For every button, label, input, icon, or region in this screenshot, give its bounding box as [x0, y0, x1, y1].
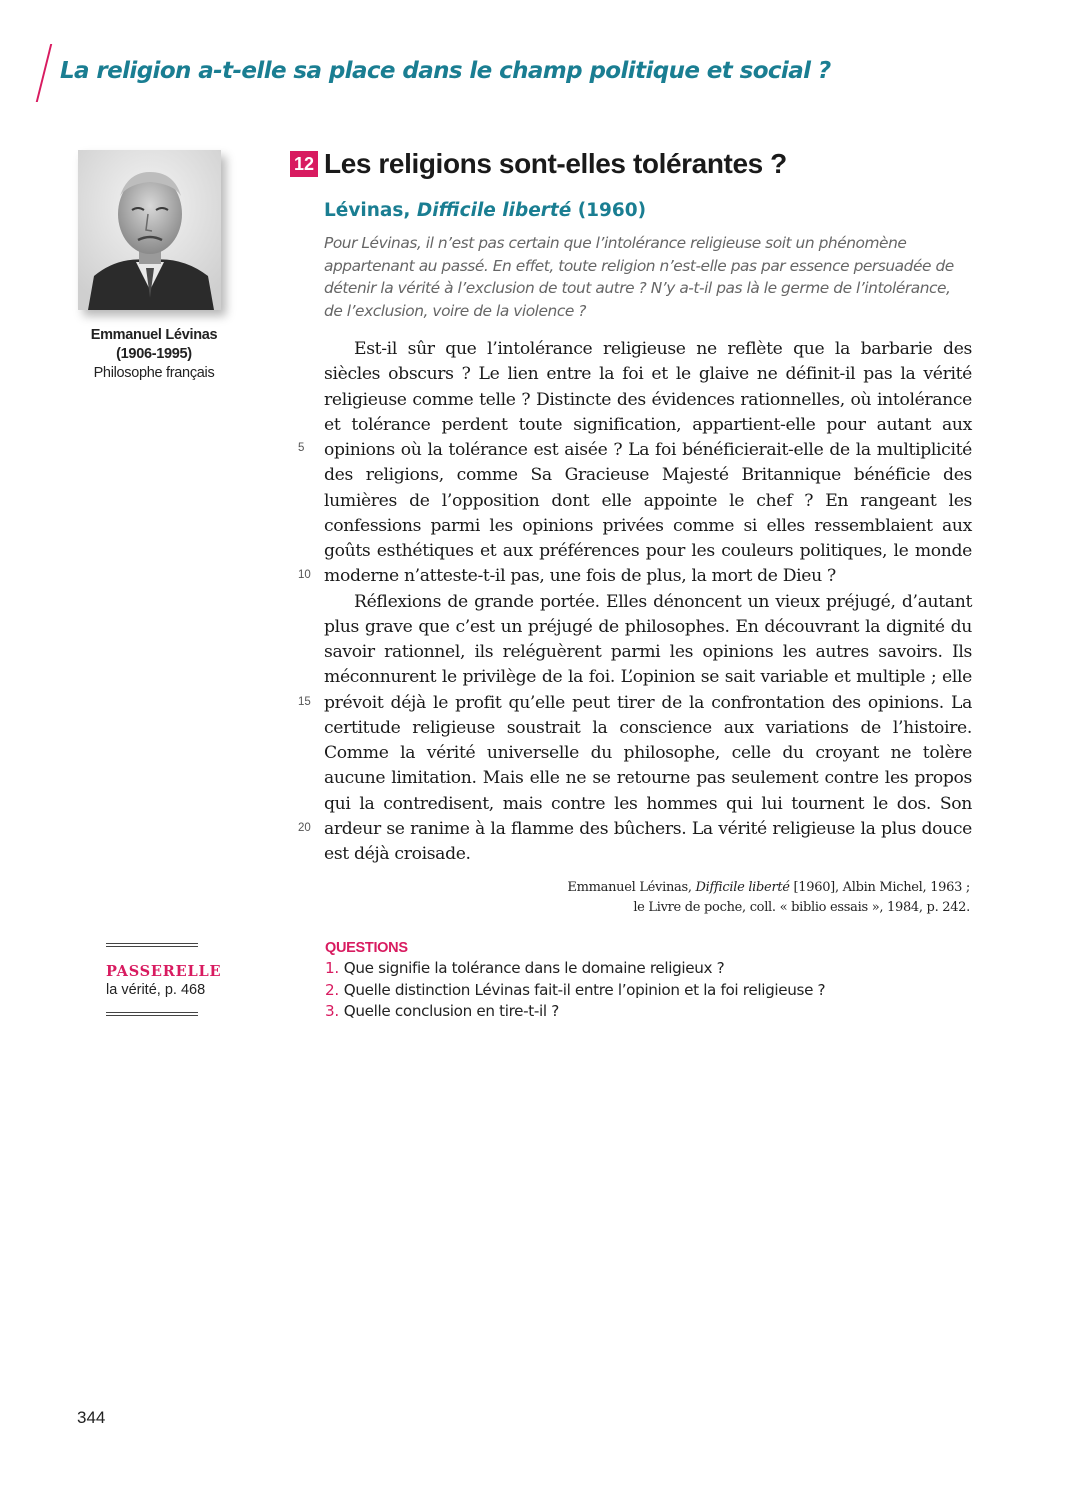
- document-number-badge: 12: [290, 151, 318, 177]
- source-reprint: le Livre de poche, coll. « biblio essais », 1984, p. 242.: [633, 900, 970, 915]
- document-header: [290, 148, 787, 180]
- author-name: Lévinas,: [324, 200, 411, 221]
- line-number: 10: [298, 569, 311, 581]
- question-number: 1.: [325, 959, 339, 977]
- portrait-caption: [60, 326, 248, 383]
- page-number: 344: [77, 1408, 106, 1427]
- document-title: Les religions sont-elles tolérantes ?: [324, 148, 787, 179]
- question-number: 3.: [325, 1002, 339, 1020]
- source-author: Emmanuel Lévinas,: [567, 880, 692, 895]
- line-number: 15: [298, 696, 311, 708]
- portrait-dates: (1906-1995): [116, 346, 192, 362]
- passerelle-label: PASSERELLE: [106, 963, 222, 980]
- passerelle-box: [106, 943, 222, 1016]
- passerelle-top-rule: [106, 943, 198, 947]
- chapter-slash-mark: [36, 44, 52, 102]
- questions-section: [325, 940, 825, 1023]
- question-number: 2.: [325, 980, 339, 999]
- line-number: 20: [298, 822, 311, 834]
- document-author-line: [324, 200, 646, 221]
- question-item: [325, 980, 825, 1002]
- body-paragraph: Est-il sûr que l’intolérance religieuse ne reflète que la barbarie des siècles obscurs ? Le lien entre la foi et le glaive ne définit-il pas la vérité religieuse comme telle ? Distincte des évidences rationnelles, où intolérance et tolérance perdent toute signification, appartient-elle pour autant aux opinions où la tolérance est aisée ? La foi bénéficierait-elle de la multiplicité des religions, comme Sa Gracieuse Majesté Britannique bénéficie des lumières de l’opposition dont elle appointe le chef ? En rangeant les confessions parmi les opinions privées comme si elles ressemblaient aux goûts esthétiques et aux préférences pour les couleurs politiques, le monde moderne n’atteste-t-il pas, une fois de plus, la mort de Dieu ?: [324, 339, 972, 587]
- source-citation: [330, 878, 970, 918]
- body-paragraph: Réflexions de grande portée. Elles dénoncent un vieux préjugé, d’autant plus grave que c’est un préjugé de philosophes. En découvrant la dignité du savoir rationnel, ils reléguèrent parmi les opinions les autres savoirs. Ils méconnurent le privilège de la foi. L’opinion se sait variable et multiple ; elle prévoit déjà le profit qu’elle peut tirer de la confrontation des opinions. La certitude religieuse soustrait la conscience aux variations de l’histoire. Comme la vérité universelle du philosophe, celle du croyant ne tolère aucune limitation. Mais elle ne se retourne pas seulement contre les propos qui la contredisent, mais contre les hommes qui lui tournent le dos. Son ardeur se ranime à la flamme des bûchers. La vérité religieuse la plus douce est déjà croisade.: [324, 591, 972, 864]
- document-body-text: [324, 337, 972, 867]
- chapter-title: La religion a-t-elle sa place dans le champ politique et social ?: [60, 58, 831, 84]
- portrait-role: Philosophe français: [93, 365, 215, 381]
- author-work-title: Difficile liberté: [416, 200, 572, 221]
- questions-heading: QUESTIONS: [325, 940, 408, 956]
- author-portrait: [78, 150, 221, 310]
- passerelle-reference-link[interactable]: la vérité, p. 468: [106, 982, 206, 998]
- source-work: Difficile liberté: [695, 880, 790, 895]
- questions-list: [325, 958, 825, 1023]
- question-item: [325, 958, 825, 980]
- question-text: Quelle distinction Lévinas fait-il entre l’opinion et la foi religieuse ?: [343, 980, 826, 999]
- question-text: Que signifie la tolérance dans le domaine religieux ?: [343, 959, 725, 977]
- line-number: 5: [298, 442, 305, 454]
- document-introduction: Pour Lévinas, il n’est pas certain que l’intolérance religieuse soit un phénomène appartenant au passé. En effet, toute religion n’est-elle pas par essence persuadée de détenir la vérité à l’exclusion de tout autre ? N’y a-t-il pas là le germe de l’intolérance, de l’exclusion, voire de la violence ?: [324, 234, 954, 320]
- author-work-year: (1960): [577, 200, 647, 221]
- source-edition: [1960], Albin Michel, 1963 ;: [793, 880, 970, 895]
- passerelle-bottom-rule: [106, 1012, 198, 1016]
- question-text: Quelle conclusion en tire-t-il ?: [343, 1002, 559, 1020]
- question-item: [325, 1001, 825, 1023]
- portrait-photo: [78, 150, 221, 310]
- portrait-name: Emmanuel Lévinas: [90, 327, 218, 343]
